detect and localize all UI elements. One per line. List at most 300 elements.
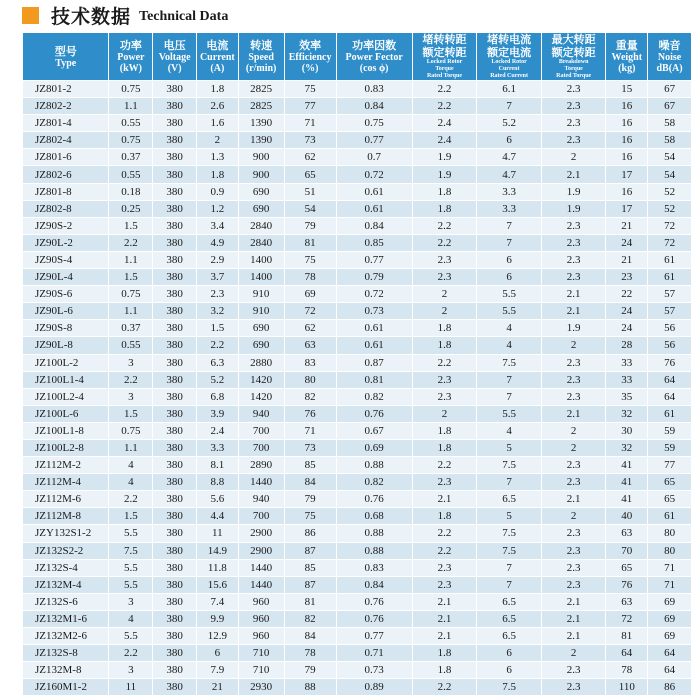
table-cell: 2.3 bbox=[541, 371, 606, 388]
table-cell: 380 bbox=[153, 132, 197, 149]
table-cell: 2930 bbox=[238, 679, 284, 696]
column-header-cn: 功率 bbox=[119, 39, 142, 52]
table-cell: 2.2 bbox=[109, 491, 153, 508]
table-cell: 0.75 bbox=[109, 81, 153, 98]
cell-type: JZ100L-2 bbox=[23, 354, 109, 371]
table-cell: 82 bbox=[284, 610, 336, 627]
table-cell: 0.83 bbox=[336, 81, 412, 98]
table-cell: 3 bbox=[109, 593, 153, 610]
cell-type: JZ802-6 bbox=[23, 166, 109, 183]
column-header-cn: 重量 bbox=[615, 39, 638, 52]
table-cell: 75 bbox=[284, 251, 336, 268]
table-cell: 71 bbox=[284, 422, 336, 439]
cell-type: JZ90S-2 bbox=[23, 217, 109, 234]
table-cell: 0.61 bbox=[336, 320, 412, 337]
table-cell: 0.89 bbox=[336, 679, 412, 696]
table-cell: 380 bbox=[153, 149, 197, 166]
table-cell: 1.8 bbox=[412, 337, 477, 354]
table-cell: 88 bbox=[284, 679, 336, 696]
table-cell: 2.4 bbox=[412, 132, 477, 149]
cell-type: JZY132S1-2 bbox=[23, 525, 109, 542]
table-cell: 82 bbox=[284, 388, 336, 405]
table-cell: 2.2 bbox=[412, 217, 477, 234]
table-cell: 2 bbox=[541, 439, 606, 456]
table-cell: 78 bbox=[284, 645, 336, 662]
table-cell: 65 bbox=[648, 474, 692, 491]
table-row bbox=[23, 115, 692, 132]
table-cell: 2.2 bbox=[412, 234, 477, 251]
column-header bbox=[648, 33, 692, 81]
table-cell: 0.9 bbox=[197, 183, 239, 200]
table-cell: 1.1 bbox=[109, 98, 153, 115]
table-cell: 1390 bbox=[238, 132, 284, 149]
table-cell: 81 bbox=[284, 234, 336, 251]
table-row bbox=[23, 405, 692, 422]
table-cell: 15 bbox=[606, 81, 648, 98]
table-cell: 23 bbox=[606, 269, 648, 286]
table-cell: 7.5 bbox=[477, 542, 542, 559]
table-cell: 5.2 bbox=[197, 371, 239, 388]
table-cell: 380 bbox=[153, 559, 197, 576]
column-header-cn: 型号 bbox=[54, 44, 77, 58]
table-cell: 910 bbox=[238, 303, 284, 320]
table-cell: 1.5 bbox=[109, 508, 153, 525]
table-cell: 7 bbox=[477, 217, 542, 234]
table-cell: 2.3 bbox=[541, 662, 606, 679]
table-cell: 0.77 bbox=[336, 251, 412, 268]
table-cell: 16 bbox=[606, 132, 648, 149]
table-cell: 80 bbox=[648, 525, 692, 542]
table-cell: 28 bbox=[606, 337, 648, 354]
table-cell: 380 bbox=[153, 166, 197, 183]
table-cell: 54 bbox=[284, 200, 336, 217]
table-cell: 0.69 bbox=[336, 439, 412, 456]
table-cell: 79 bbox=[284, 491, 336, 508]
table-cell: 79 bbox=[284, 217, 336, 234]
orange-square-icon bbox=[22, 7, 39, 24]
table-cell: 4.7 bbox=[477, 166, 542, 183]
table-cell: 3.4 bbox=[197, 217, 239, 234]
table-cell: 2.3 bbox=[412, 251, 477, 268]
table-cell: 0.76 bbox=[336, 405, 412, 422]
column-header-en: Power bbox=[117, 52, 145, 63]
table-cell: 17 bbox=[606, 166, 648, 183]
table-cell: 6 bbox=[477, 645, 542, 662]
table-cell: 7.5 bbox=[477, 354, 542, 371]
table-cell: 33 bbox=[606, 371, 648, 388]
table-cell: 0.18 bbox=[109, 183, 153, 200]
column-header-en: Efficiency bbox=[288, 52, 332, 63]
cell-type: JZ801-6 bbox=[23, 149, 109, 166]
table-cell: 3.9 bbox=[197, 405, 239, 422]
table-row bbox=[23, 388, 692, 405]
table-cell: 21 bbox=[606, 217, 648, 234]
table-cell: 2.2 bbox=[412, 679, 477, 696]
table-cell: 0.72 bbox=[336, 286, 412, 303]
cell-type: JZ100L2-8 bbox=[23, 439, 109, 456]
table-cell: 900 bbox=[238, 149, 284, 166]
table-cell: 1390 bbox=[238, 115, 284, 132]
table-cell: 62 bbox=[284, 320, 336, 337]
table-cell: 0.75 bbox=[109, 422, 153, 439]
table-cell: 32 bbox=[606, 439, 648, 456]
table-cell: 5.5 bbox=[477, 303, 542, 320]
table-cell: 59 bbox=[648, 439, 692, 456]
cell-type: JZ132M1-6 bbox=[23, 610, 109, 627]
table-cell: 380 bbox=[153, 405, 197, 422]
table-cell: 2.3 bbox=[541, 542, 606, 559]
table-cell: 2.3 bbox=[541, 269, 606, 286]
table-cell: 0.71 bbox=[336, 645, 412, 662]
table-cell: 6.5 bbox=[477, 593, 542, 610]
table-cell: 1.8 bbox=[412, 320, 477, 337]
table-cell: 2840 bbox=[238, 234, 284, 251]
table-cell: 75 bbox=[284, 81, 336, 98]
table-cell: 5.5 bbox=[109, 576, 153, 593]
table-cell: 6 bbox=[197, 645, 239, 662]
table-cell: 7 bbox=[477, 388, 542, 405]
table-cell: 2 bbox=[541, 422, 606, 439]
table-row bbox=[23, 303, 692, 320]
column-header bbox=[197, 33, 239, 81]
column-header-en: Torque bbox=[435, 66, 454, 72]
table-cell: 21 bbox=[606, 251, 648, 268]
table-cell: 61 bbox=[648, 405, 692, 422]
table-row bbox=[23, 166, 692, 183]
table-cell: 6 bbox=[477, 269, 542, 286]
table-cell: 960 bbox=[238, 628, 284, 645]
table-cell: 2.3 bbox=[541, 98, 606, 115]
table-cell: 40 bbox=[606, 508, 648, 525]
table-cell: 1.5 bbox=[109, 217, 153, 234]
table-cell: 61 bbox=[648, 269, 692, 286]
cell-type: JZ801-4 bbox=[23, 115, 109, 132]
table-cell: 6 bbox=[477, 662, 542, 679]
cell-type: JZ90S-8 bbox=[23, 320, 109, 337]
column-header-en: Voltage bbox=[158, 52, 191, 63]
table-cell: 1.9 bbox=[541, 320, 606, 337]
column-header-en: (A) bbox=[210, 63, 225, 74]
table-cell: 7 bbox=[477, 474, 542, 491]
table-cell: 0.75 bbox=[109, 132, 153, 149]
table-cell: 0.37 bbox=[109, 320, 153, 337]
table-cell: 8.1 bbox=[197, 457, 239, 474]
table-cell: 1400 bbox=[238, 251, 284, 268]
cell-type: JZ132M2-6 bbox=[23, 628, 109, 645]
table-cell: 380 bbox=[153, 491, 197, 508]
table-cell: 1.9 bbox=[412, 149, 477, 166]
table-cell: 1.8 bbox=[412, 662, 477, 679]
table-cell: 690 bbox=[238, 337, 284, 354]
table-cell: 5.5 bbox=[477, 405, 542, 422]
table-cell: 690 bbox=[238, 320, 284, 337]
table-cell: 41 bbox=[606, 474, 648, 491]
table-cell: 2.3 bbox=[541, 251, 606, 268]
table-cell: 700 bbox=[238, 508, 284, 525]
table-cell: 0.73 bbox=[336, 303, 412, 320]
table-cell: 32 bbox=[606, 405, 648, 422]
table-cell: 380 bbox=[153, 422, 197, 439]
cell-type: JZ90L-8 bbox=[23, 337, 109, 354]
table-cell: 78 bbox=[606, 662, 648, 679]
table-cell: 2.3 bbox=[412, 576, 477, 593]
table-row bbox=[23, 645, 692, 662]
table-cell: 3.7 bbox=[197, 269, 239, 286]
table-cell: 24 bbox=[606, 320, 648, 337]
table-cell: 380 bbox=[153, 628, 197, 645]
table-cell: 1400 bbox=[238, 269, 284, 286]
table-cell: 0.61 bbox=[336, 200, 412, 217]
cell-type: JZ100L1-4 bbox=[23, 371, 109, 388]
table-cell: 2.3 bbox=[412, 474, 477, 491]
table-cell: 5.2 bbox=[477, 115, 542, 132]
table-row bbox=[23, 576, 692, 593]
table-row bbox=[23, 132, 692, 149]
column-header-en: dB(A) bbox=[656, 63, 683, 74]
table-cell: 0.55 bbox=[109, 166, 153, 183]
table-cell: 0.72 bbox=[336, 166, 412, 183]
table-cell: 0.76 bbox=[336, 593, 412, 610]
table-cell: 700 bbox=[238, 422, 284, 439]
table-cell: 380 bbox=[153, 320, 197, 337]
table-cell: 2.3 bbox=[541, 217, 606, 234]
table-cell: 380 bbox=[153, 439, 197, 456]
table-cell: 61 bbox=[648, 251, 692, 268]
table-cell: 65 bbox=[606, 559, 648, 576]
table-cell: 87 bbox=[284, 542, 336, 559]
column-header-en: (%) bbox=[301, 63, 319, 74]
table-cell: 380 bbox=[153, 183, 197, 200]
table-cell: 84 bbox=[284, 628, 336, 645]
table-cell: 1.8 bbox=[412, 422, 477, 439]
table-cell: 0.85 bbox=[336, 234, 412, 251]
table-cell: 2.2 bbox=[109, 371, 153, 388]
table-row bbox=[23, 320, 692, 337]
table-cell: 3.3 bbox=[477, 200, 542, 217]
cell-type: JZ132S-4 bbox=[23, 559, 109, 576]
table-cell: 380 bbox=[153, 645, 197, 662]
table-cell: 76 bbox=[648, 354, 692, 371]
table-cell: 2.6 bbox=[197, 98, 239, 115]
table-cell: 2.2 bbox=[109, 234, 153, 251]
table-cell: 7.4 bbox=[197, 593, 239, 610]
table-cell: 2.3 bbox=[412, 559, 477, 576]
table-cell: 710 bbox=[238, 645, 284, 662]
table-cell: 64 bbox=[606, 645, 648, 662]
column-header-cn: 额定转距 bbox=[551, 46, 596, 59]
cell-type: JZ100L1-8 bbox=[23, 422, 109, 439]
table-cell: 3.3 bbox=[197, 439, 239, 456]
table-cell: 1.6 bbox=[197, 115, 239, 132]
table-cell: 81 bbox=[606, 628, 648, 645]
table-row bbox=[23, 286, 692, 303]
column-header-en: Speed bbox=[248, 52, 274, 63]
table-cell: 2880 bbox=[238, 354, 284, 371]
table-cell: 1420 bbox=[238, 371, 284, 388]
table-cell: 76 bbox=[606, 576, 648, 593]
table-cell: 7.5 bbox=[109, 542, 153, 559]
table-cell: 2 bbox=[412, 303, 477, 320]
table-cell: 9.9 bbox=[197, 610, 239, 627]
table-cell: 2890 bbox=[238, 457, 284, 474]
table-cell: 16 bbox=[606, 149, 648, 166]
table-cell: 380 bbox=[153, 388, 197, 405]
table-cell: 380 bbox=[153, 115, 197, 132]
table-cell: 380 bbox=[153, 610, 197, 627]
column-header-en: Rated Current bbox=[490, 73, 528, 79]
table-cell: 71 bbox=[648, 576, 692, 593]
column-header-en: Current bbox=[199, 52, 235, 63]
table-cell: 3 bbox=[109, 662, 153, 679]
table-cell: 0.87 bbox=[336, 354, 412, 371]
table-cell: 690 bbox=[238, 200, 284, 217]
cell-type: JZ90L-2 bbox=[23, 234, 109, 251]
table-header-row bbox=[23, 33, 692, 81]
table-cell: 5 bbox=[477, 508, 542, 525]
table-cell: 4.7 bbox=[477, 149, 542, 166]
table-cell: 57 bbox=[648, 286, 692, 303]
column-header bbox=[477, 33, 542, 81]
table-cell: 59 bbox=[648, 422, 692, 439]
table-cell: 52 bbox=[648, 183, 692, 200]
table-row bbox=[23, 610, 692, 627]
table-cell: 380 bbox=[153, 81, 197, 98]
technical-data-table bbox=[22, 32, 692, 696]
table-cell: 0.84 bbox=[336, 98, 412, 115]
column-header-en: (r/min) bbox=[245, 63, 277, 74]
table-cell: 0.76 bbox=[336, 491, 412, 508]
table-cell: 7.5 bbox=[477, 457, 542, 474]
column-header-en: Torque bbox=[564, 66, 583, 72]
table-cell: 380 bbox=[153, 217, 197, 234]
table-cell: 16 bbox=[606, 98, 648, 115]
column-header-cn: 功率因数 bbox=[352, 39, 397, 52]
cell-type: JZ112M-4 bbox=[23, 474, 109, 491]
table-cell: 57 bbox=[648, 303, 692, 320]
table-cell: 1.1 bbox=[109, 439, 153, 456]
table-cell: 940 bbox=[238, 405, 284, 422]
table-cell: 2.1 bbox=[541, 405, 606, 422]
column-header-cn: 最大转距 bbox=[551, 33, 596, 46]
table-cell: 2.3 bbox=[412, 388, 477, 405]
table-cell: 77 bbox=[648, 457, 692, 474]
table-cell: 6 bbox=[477, 132, 542, 149]
cell-type: JZ90S-4 bbox=[23, 251, 109, 268]
table-cell: 380 bbox=[153, 354, 197, 371]
table-cell: 1.8 bbox=[197, 166, 239, 183]
table-cell: 69 bbox=[648, 628, 692, 645]
table-cell: 960 bbox=[238, 610, 284, 627]
table-cell: 940 bbox=[238, 491, 284, 508]
table-cell: 2 bbox=[412, 405, 477, 422]
column-header bbox=[541, 33, 606, 81]
table-cell: 2.1 bbox=[412, 610, 477, 627]
table-cell: 2 bbox=[541, 645, 606, 662]
table-cell: 2825 bbox=[238, 81, 284, 98]
column-header-en: Noise bbox=[657, 52, 682, 63]
table-cell: 380 bbox=[153, 508, 197, 525]
table-cell: 69 bbox=[648, 610, 692, 627]
table-cell: 7 bbox=[477, 559, 542, 576]
table-row bbox=[23, 679, 692, 696]
table-cell: 2.2 bbox=[412, 81, 477, 98]
table-cell: 0.73 bbox=[336, 662, 412, 679]
column-header-en: Weight bbox=[611, 52, 643, 63]
table-cell: 72 bbox=[648, 234, 692, 251]
table-row bbox=[23, 183, 692, 200]
table-cell: 3.2 bbox=[197, 303, 239, 320]
table-cell: 2.1 bbox=[541, 628, 606, 645]
table-cell: 110 bbox=[606, 679, 648, 696]
table-cell: 2.3 bbox=[541, 115, 606, 132]
table-cell: 6.5 bbox=[477, 610, 542, 627]
table-row bbox=[23, 593, 692, 610]
table-cell: 4.9 bbox=[197, 234, 239, 251]
column-header-en: Rated Torque bbox=[426, 73, 463, 79]
table-cell: 2 bbox=[197, 132, 239, 149]
column-header bbox=[109, 33, 153, 81]
column-header-cn: 噪音 bbox=[658, 39, 681, 52]
table-row bbox=[23, 662, 692, 679]
table-cell: 6.5 bbox=[477, 491, 542, 508]
column-header-cn: 转速 bbox=[250, 39, 273, 52]
cell-type: JZ132S2-2 bbox=[23, 542, 109, 559]
cell-type: JZ132M-4 bbox=[23, 576, 109, 593]
table-cell: 2.4 bbox=[197, 422, 239, 439]
table-row bbox=[23, 200, 692, 217]
table-cell: 380 bbox=[153, 371, 197, 388]
table-cell: 380 bbox=[153, 576, 197, 593]
table-row bbox=[23, 81, 692, 98]
table-cell: 380 bbox=[153, 234, 197, 251]
table-cell: 2 bbox=[541, 149, 606, 166]
table-cell: 1440 bbox=[238, 559, 284, 576]
table-cell: 380 bbox=[153, 525, 197, 542]
table-cell: 1.5 bbox=[109, 269, 153, 286]
table-cell: 1.3 bbox=[197, 149, 239, 166]
table-cell: 0.75 bbox=[109, 286, 153, 303]
column-header-en: Current bbox=[498, 66, 520, 72]
table-cell: 12.9 bbox=[197, 628, 239, 645]
table-cell: 2.2 bbox=[109, 645, 153, 662]
column-header bbox=[412, 33, 477, 81]
table-cell: 2.3 bbox=[412, 269, 477, 286]
column-header bbox=[238, 33, 284, 81]
table-cell: 0.75 bbox=[336, 115, 412, 132]
cell-type: JZ90L-6 bbox=[23, 303, 109, 320]
table-cell: 7 bbox=[477, 234, 542, 251]
table-cell: 380 bbox=[153, 542, 197, 559]
table-cell: 22 bbox=[606, 286, 648, 303]
table-cell: 2.1 bbox=[541, 303, 606, 320]
table-cell: 6.8 bbox=[197, 388, 239, 405]
table-cell: 16 bbox=[606, 183, 648, 200]
table-cell: 73 bbox=[284, 132, 336, 149]
table-cell: 380 bbox=[153, 662, 197, 679]
table-cell: 710 bbox=[238, 662, 284, 679]
table-cell: 0.67 bbox=[336, 422, 412, 439]
cell-type: JZ100L2-4 bbox=[23, 388, 109, 405]
column-header-cn: 效率 bbox=[299, 39, 322, 52]
table-row bbox=[23, 98, 692, 115]
table-cell: 1.2 bbox=[197, 200, 239, 217]
table-cell: 4 bbox=[477, 337, 542, 354]
column-header-en: Locked Rotor bbox=[426, 59, 463, 65]
column-header-en: Breakdown bbox=[558, 59, 589, 65]
table-cell: 2.2 bbox=[412, 457, 477, 474]
column-header-en: Type bbox=[55, 57, 77, 69]
table-cell: 2.3 bbox=[541, 388, 606, 405]
